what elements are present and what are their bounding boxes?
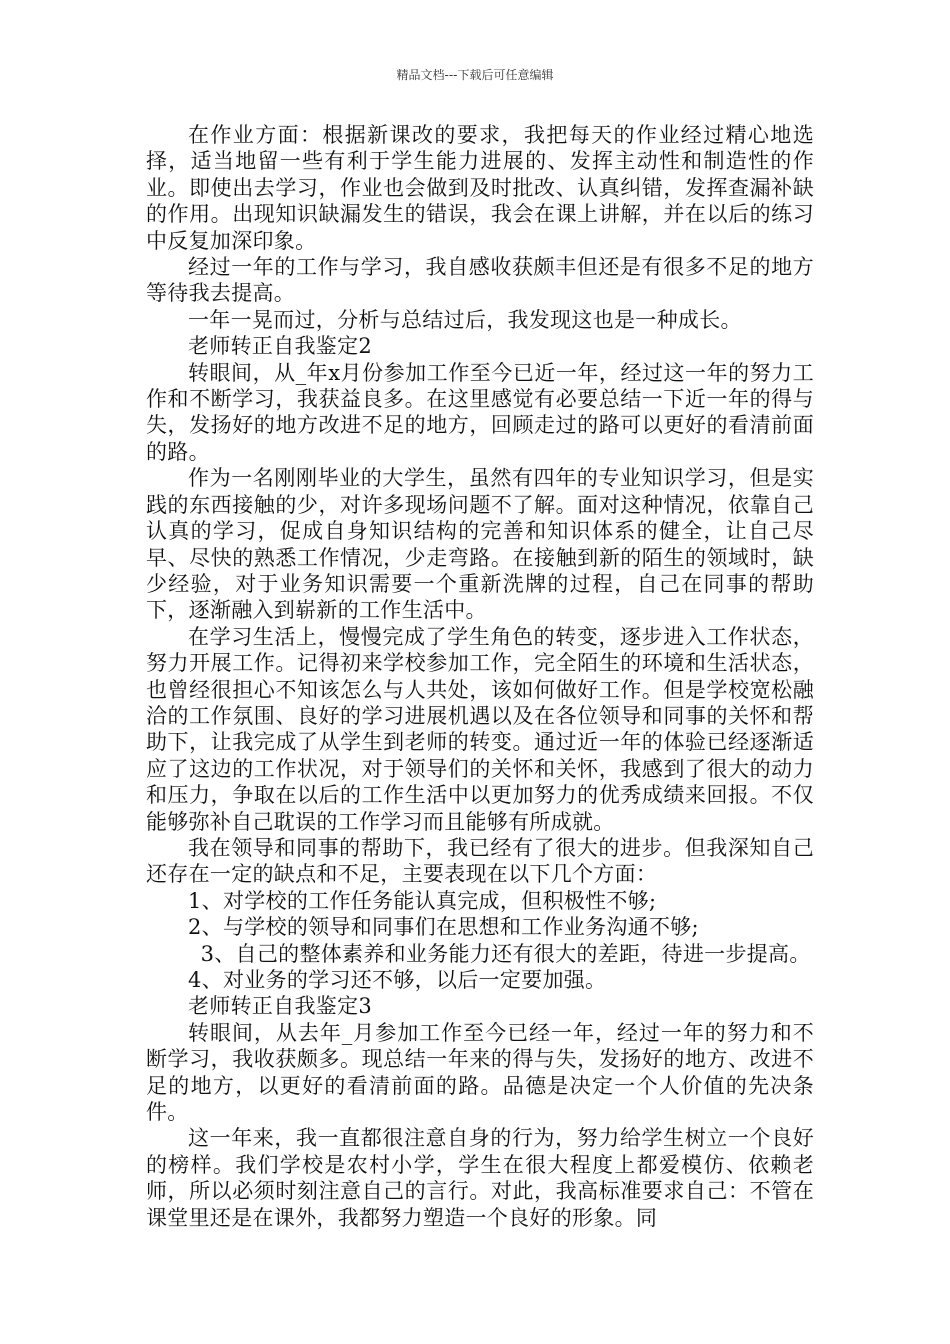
paragraph: 这一年来，我一直都很注意自身的行为，努力给学生树立一个良好的榜样。我们学校是农村小学，学生在很大程度上都爱模仿、依赖老师，所以必须时刻注意自己的言行。对此，我高标准要求自己：不管在课堂里还是在课外，我都努力塑造一个良好的形象。同 xyxy=(146,1126,814,1230)
paragraph: 作为一名刚刚毕业的大学生，虽然有四年的专业知识学习，但是实践的东西接触的少，对许多现场问题不了解。面对这种情况，依靠自己认真的学习，促成自身知识结构的完善和知识体系的健全，让自己尽早、尽快的熟悉工作情况，少走弯路。在接触到新的陌生的领域时，缺少经验，对于业务知识需要一个重新洗牌的过程，自己在同事的帮助下，逐渐融入到崭新的工作生活中。 xyxy=(146,466,814,623)
list-item: 3、自己的整体素养和业务能力还有很大的差距，待进一步提高。 xyxy=(200,941,811,966)
paragraph: 在学习生活上，慢慢完成了学生角色的转变，逐步进入工作状态，努力开展工作。记得初来学校参加工作，完全陌生的环境和生活状态，也曾经很担心不知该怎么与人共处，该如何做好工作。但是学校宽松融洽的工作氛围、良好的学习进展机遇以及在各位领导和同事的关怀和帮助下，让我完成了从学生到老师的转变。通过近一年的体验已经逐渐适应了这边的工作状况，对于领导们的关怀和关怀，我感到了很大的动力和压力，争取在以后的工作生活中以更加努力的优秀成绩来回报。不仅能够弥补自己耽误的工作学习而且能够有所成就。 xyxy=(146,624,814,834)
list-item: 4、对业务的学习还不够，以后一定要加强。 xyxy=(188,968,607,992)
page-header: 精品文档---下载后可任意编辑 xyxy=(396,68,554,82)
paragraph: 经过一年的工作与学习，我自感收获颇丰但还是有很多不足的地方等待我去提高。 xyxy=(146,255,814,306)
document-body xyxy=(146,122,814,1231)
paragraph: 一年一晃而过，分析与总结过后，我发现这也是一种成长。 xyxy=(188,307,742,332)
paragraph: 我在领导和同事的帮助下，我已经有了很大的进步。但我深知自己还存在一定的缺点和不足，主要表现在以下几个方面： xyxy=(146,835,814,887)
paragraph: 转眼间，从_年x月份参加工作至今已近一年，经过这一年的努力工作和不断学习，我获益良多。在这里感觉有必要总结一下近一年的得与失，发扬好的地方改进不足的地方，回顾走过的路可以更好的看清前面的路。 xyxy=(146,360,814,464)
paragraph: 在作业方面：根据新课改的要求，我把每天的作业经过精心地选择，适当地留一些有利于学生能力进展的、发挥主动性和制造性的作业。即使出去学习，作业也会做到及时批改、认真纠错，发挥查漏补缺的作用。出现知识缺漏发生的错误，我会在课上讲解，并在以后的练习中反复加深印象。 xyxy=(146,123,814,253)
section-heading: 老师转正自我鉴定3 xyxy=(188,994,373,1019)
list-item: 2、与学校的领导和同事们在思想和工作业务沟通不够; xyxy=(188,915,699,940)
list-item: 1、对学校的工作任务能认真完成，但积极性不够; xyxy=(188,888,657,913)
section-heading: 老师转正自我鉴定2 xyxy=(188,334,373,359)
paragraph: 转眼间，从去年_月参加工作至今已经一年，经过一年的努力和不断学习，我收获颇多。现总结一年来的得与失，发扬好的地方、改进不足的地方，以更好的看清前面的路。品德是决定一个人价值的先决条件。 xyxy=(146,1020,814,1125)
